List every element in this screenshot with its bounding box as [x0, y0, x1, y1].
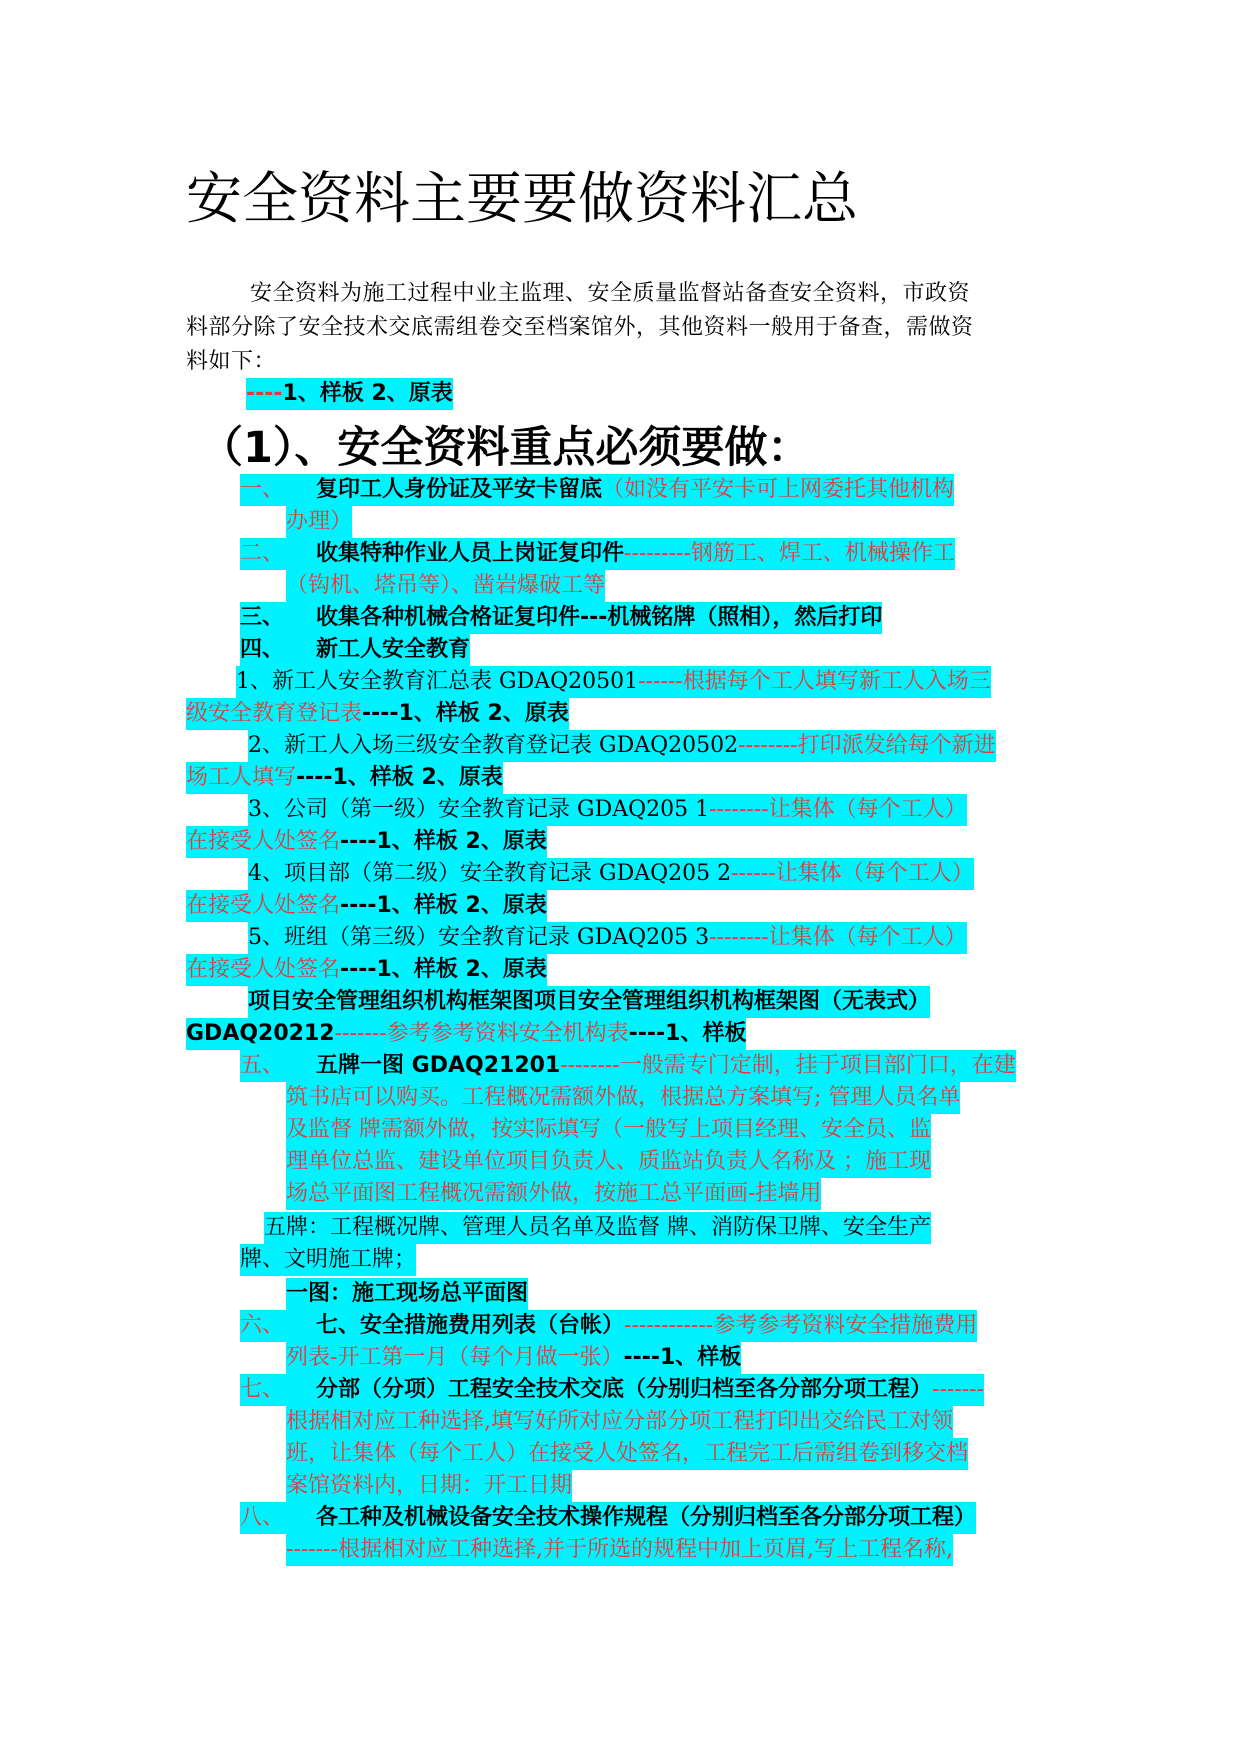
- item-7-line-3: 班，让集体（每个工人）在接受人处签名，工程完工后需组卷到移交档: [286, 1438, 968, 1470]
- sub-3-line-2: 在接受人处签名----1、样板 2、原表: [186, 826, 547, 858]
- sub-1-line-2: 级安全教育登记表----1、样板 2、原表: [186, 698, 569, 730]
- item-1-line-1: 一、 复印工人身份证及平安卡留底（如没有平安卡可上网委托其他机构: [240, 474, 954, 506]
- item-1-line-2: 办理）: [286, 506, 352, 538]
- item-5-line-5: 场总平面图工程概况需额外做，按施工总平面画-挂墙用: [286, 1178, 821, 1210]
- item-6-line-1: 六、 七、安全措施费用列表（台帐）------------参考参考资料安全措施费用: [240, 1310, 977, 1342]
- item-8-line-2: -------根据相对应工种选择,并于所选的规程中加上页眉,写上工程名称,: [286, 1534, 953, 1566]
- sample-note: ----1、样板 2、原表: [246, 378, 453, 410]
- five-boards-line-2: 牌、文明施工牌；: [240, 1244, 416, 1276]
- sub-3-line-1: 3、公司（第一级）安全教育记录 GDAQ205 1--------让集体（每个工人）: [248, 794, 967, 826]
- sub-4-line-2: 在接受人处签名----1、样板 2、原表: [186, 890, 547, 922]
- intro-line-3: 料如下：: [186, 349, 277, 374]
- item-8-line-1: 八、 各工种及机械设备安全技术操作规程（分别归档至各分部分项工程）: [240, 1502, 976, 1534]
- intro-line-1: 安全资料为施工过程中业主监理、安全质量监督站备查安全资料，市政资: [250, 281, 971, 306]
- item-7-line-1: 七、 分部（分项）工程安全技术交底（分别归档至各分部分项工程）-------: [240, 1374, 984, 1406]
- document-title: 安全资料主要要做资料汇总: [186, 167, 858, 232]
- item-5-line-1: 五、 五牌一图 GDAQ21201--------一般需专门定制，挂于项目部门口，在建: [240, 1050, 1016, 1082]
- item-7-line-2: 根据相对应工种选择,填写好所对应分部分项工程打印出交给民工对领: [286, 1406, 953, 1438]
- framework-line-2: GDAQ20212-------参考参考资料安全机构表----1、样板: [186, 1018, 746, 1050]
- sub-2-line-2: 场工人填写----1、样板 2、原表: [186, 762, 503, 794]
- sub-1-line-1: 1、新工人安全教育汇总表 GDAQ20501------根据每个工人填写新工人入场三: [236, 666, 991, 698]
- sub-5-line-2: 在接受人处签名----1、样板 2、原表: [186, 954, 547, 986]
- item-4-line-1: 四、 新工人安全教育: [240, 634, 470, 666]
- sub-4-line-1: 4、项目部（第二级）安全教育记录 GDAQ205 2------让集体（每个工人）: [248, 858, 974, 890]
- one-map-line: 一图：施工现场总平面图: [286, 1278, 528, 1310]
- item-5-line-4: 理单位总监、建设单位项目负责人、质监站负责人名称及 ；施工现: [286, 1146, 931, 1178]
- item-7-line-4: 案馆资料内，日期：开工日期: [286, 1470, 572, 1502]
- item-5-line-3: 及监督 牌需额外做，按实际填写（一般写上项目经理、安全员、监: [286, 1114, 931, 1146]
- framework-line-1: 项目安全管理组织机构框架图项目安全管理组织机构框架图（无表式）: [248, 986, 930, 1018]
- item-5-line-2: 筑书店可以购买。工程概况需额外做，根据总方案填写; 管理人员名单: [286, 1082, 960, 1114]
- sub-5-line-1: 5、班组（第三级）安全教育记录 GDAQ205 3--------让集体（每个工人）: [248, 922, 967, 954]
- item-3-line-1: 三、 收集各种机械合格证复印件---机械铭牌（照相），然后打印: [240, 602, 882, 634]
- intro-line-2: 料部分除了安全技术交底需组卷交至档案馆外，其他资料一般用于备查，需做资: [186, 315, 974, 340]
- item-2-line-2: （钩机、塔吊等）、凿岩爆破工等: [286, 570, 605, 602]
- five-boards-line-1: 五牌：工程概况牌、管理人员名单及监督 牌、消防保卫牌、安全生产: [264, 1212, 931, 1244]
- item-6-line-2: 列表-开工第一月（每个月做一张）----1、样板: [286, 1342, 741, 1374]
- item-2-line-1: 二、 收集特种作业人员上岗证复印件---------钢筋工、焊工、机械操作工: [240, 538, 955, 570]
- section-heading: （1）、安全资料重点必须要做：: [200, 423, 811, 473]
- sub-2-line-1: 2、新工人入场三级安全教育登记表 GDAQ20502--------打印派发给每个新进: [248, 730, 996, 762]
